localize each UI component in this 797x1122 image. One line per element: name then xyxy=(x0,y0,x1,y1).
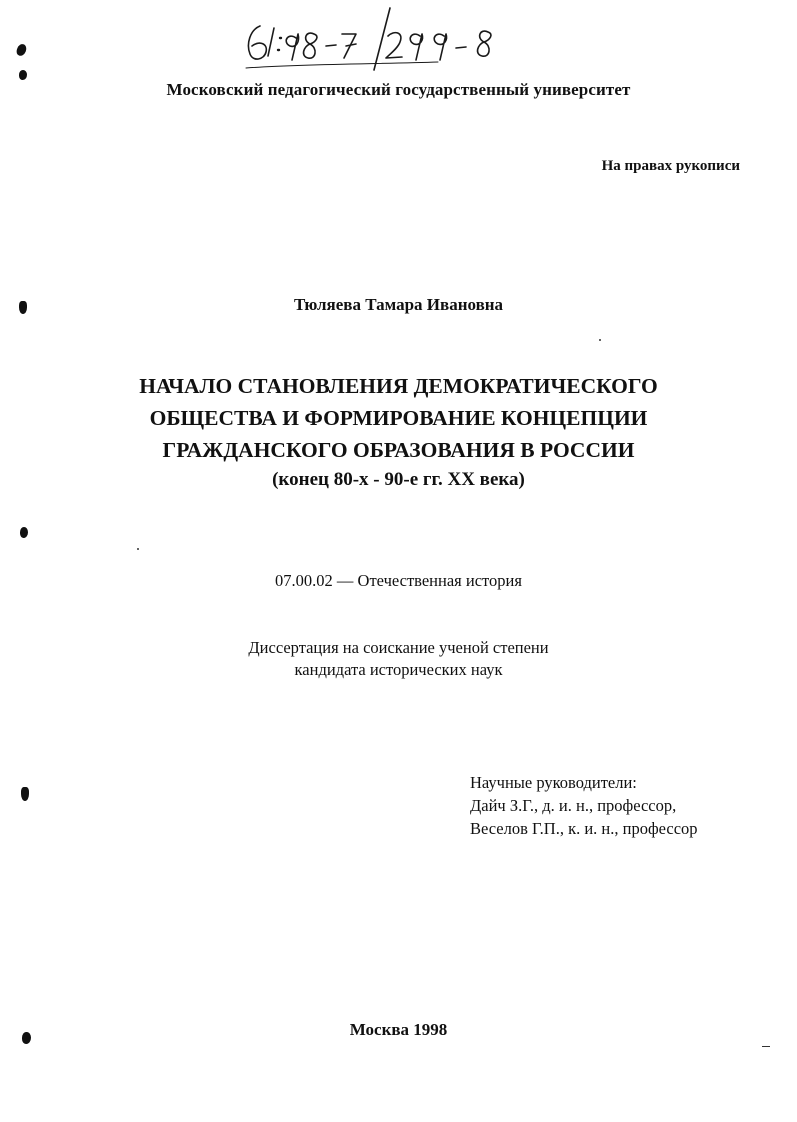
degree-statement xyxy=(0,637,797,681)
binding-mark xyxy=(22,1032,31,1044)
handwritten-archive-code xyxy=(238,4,528,74)
city-year: Москва 1998 xyxy=(349,1020,448,1039)
scan-speck xyxy=(599,339,601,341)
binding-mark xyxy=(19,70,27,80)
scan-speck xyxy=(762,1046,770,1047)
title-period: (конец 80-х - 90-е гг. XX века) xyxy=(272,469,525,490)
dissertation-title xyxy=(0,370,797,466)
scan-speck xyxy=(137,548,139,550)
title-line-1: НАЧАЛО СТАНОВЛЕНИЯ ДЕМОКРАТИЧЕСКОГО xyxy=(139,374,658,398)
binding-mark xyxy=(15,43,28,57)
binding-mark xyxy=(20,527,28,538)
supervisors-block xyxy=(470,771,698,840)
supervisor-2: Веселов Г.П., к. и. н., профессор xyxy=(470,819,698,838)
degree-line-1: Диссертация на соискание ученой степени xyxy=(248,638,549,657)
degree-line-2: кандидата исторических наук xyxy=(294,660,503,679)
handwritten-archive-code-drawing xyxy=(238,4,528,74)
author-name: Тюляева Тамара Ивановна xyxy=(293,295,504,314)
specialty-code: 07.00.02 — Отечественная история xyxy=(275,571,522,590)
title-line-3: ГРАЖДАНСКОГО ОБРАЗОВАНИЯ В РОССИИ xyxy=(162,438,635,462)
title-line-2: ОБЩЕСТВА И ФОРМИРОВАНИЕ КОНЦЕПЦИИ xyxy=(149,406,648,430)
supervisors-label: Научные руководители: xyxy=(470,773,637,792)
binding-mark xyxy=(19,301,27,314)
rights-note: На правах рукописи xyxy=(601,158,740,174)
supervisor-1: Дайч З.Г., д. и. н., профессор, xyxy=(470,796,677,815)
university-name: Московский педагогический государственный университет xyxy=(166,80,631,99)
binding-mark xyxy=(21,787,29,801)
